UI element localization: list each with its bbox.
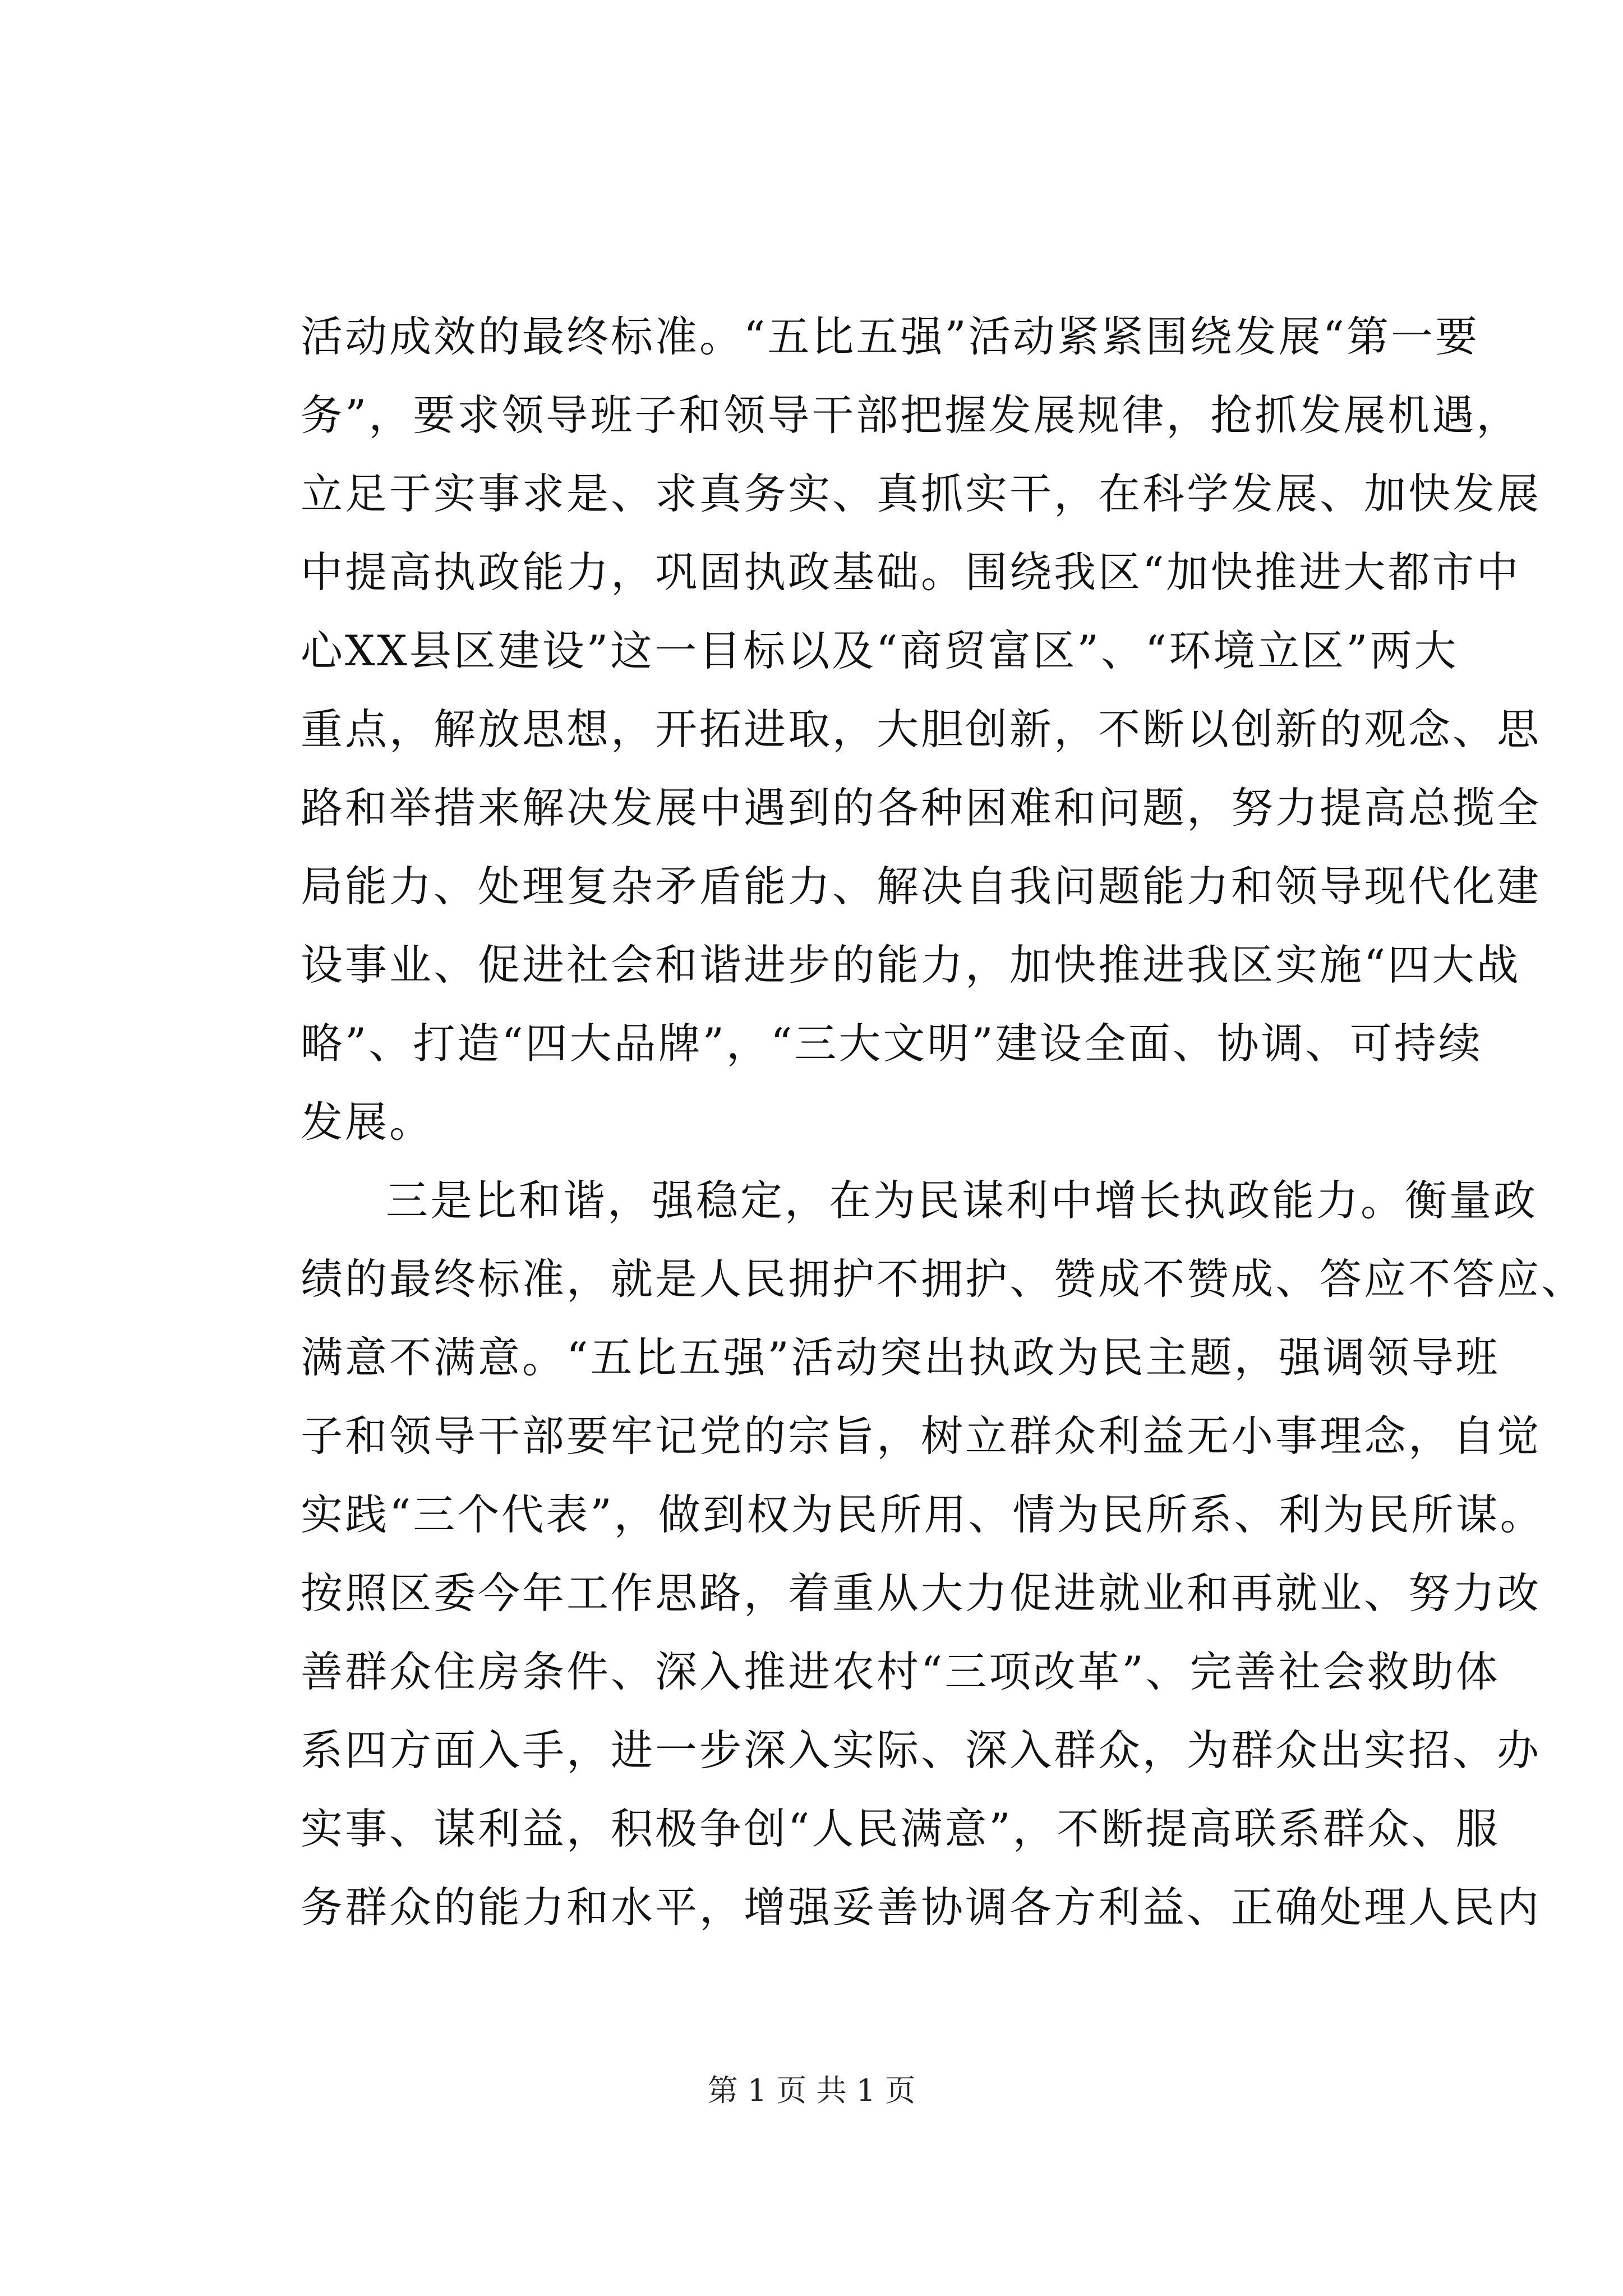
paragraph-first-line: 三是比和谐，强稳定，在为民谋利中增长执政能力。衡量政 xyxy=(386,1176,1538,1225)
text-line: 略”、打造“四大品牌”，“三大文明”建设全面、协调、可持续 xyxy=(301,1019,1483,1068)
text-line: 按照区委今年工作思路，着重从大力促进就业和再就业、努力改 xyxy=(301,1568,1542,1618)
text-line: 绩的最终标准，就是人民拥护不拥护、赞成不赞成、答应不答应、 xyxy=(301,1254,1586,1304)
text-line: 务群众的能力和水平，增强妥善协调各方利益、正确处理人民内 xyxy=(301,1883,1542,1932)
text-line: 满意不满意。“五比五强”活动突出执政为民主题，强调领导班 xyxy=(301,1333,1500,1382)
text-line: 实事、谋利益，积极争创“人民满意”，不断提高联系群众、服 xyxy=(301,1804,1500,1853)
document-body xyxy=(301,297,1586,1947)
text-line: 心XX县区建设”这一目标以及“商贸富区”、“环境立区”两大 xyxy=(301,626,1459,675)
text-line: 局能力、处理复杂矛盾能力、解决自我问题能力和领导现代化建 xyxy=(301,862,1542,911)
text-line: 发展。 xyxy=(301,1097,434,1147)
text-line: 善群众住房条件、深入推进农村“三项改革”、完善社会救助体 xyxy=(301,1647,1500,1696)
text-line: 子和领导干部要牢记党的宗旨，树立群众利益无小事理念，自觉 xyxy=(301,1411,1542,1461)
text-line: 务”，要求领导班子和领导干部把握发展规律，抢抓发展机遇， xyxy=(301,390,1521,440)
text-line: 系四方面入手，进一步深入实际、深入群众，为群众出实招、办 xyxy=(301,1726,1542,1775)
text-line: 路和举措来解决发展中遇到的各种困难和问题，努力提高总揽全 xyxy=(301,783,1542,832)
page-footer xyxy=(0,2071,1623,2110)
text-line: 立足于实事求是、求真务实、真抓实干，在科学发展、加快发展 xyxy=(301,469,1542,518)
text-line: 设事业、促进社会和谐进步的能力，加快推进我区实施“四大战 xyxy=(301,940,1521,990)
text-line: 实践“三个代表”，做到权为民所用、情为民所系、利为民所谋。 xyxy=(301,1490,1544,1539)
text-line: 重点，解放思想，开拓进取，大胆创新，不断以创新的观念、思 xyxy=(301,705,1542,754)
page-number: 第 1 页 共 1 页 xyxy=(707,2073,916,2108)
text-line: 中提高执政能力，巩固执政基础。围绕我区“加快推进大都市中 xyxy=(301,547,1521,597)
text-line: 活动成效的最终标准。“五比五强”活动紧紧围绕发展“第一要 xyxy=(301,312,1480,361)
